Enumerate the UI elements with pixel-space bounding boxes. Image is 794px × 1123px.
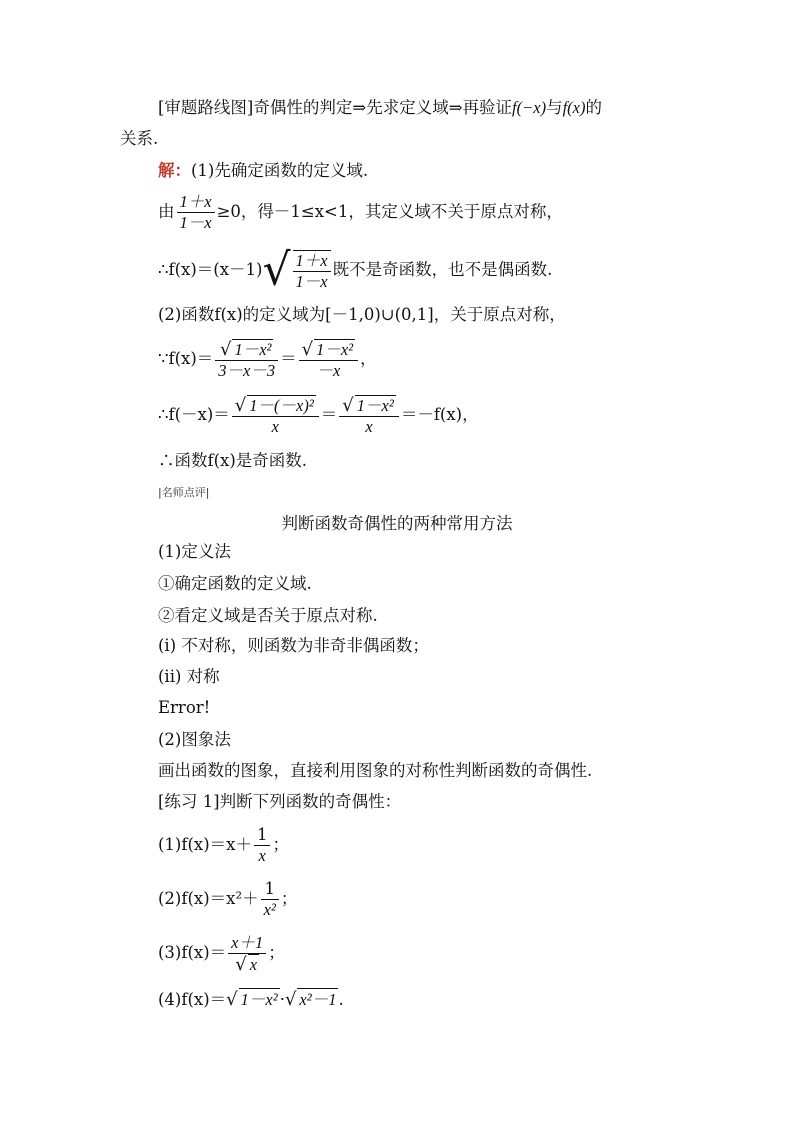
- sqrt-fraction: [293, 250, 331, 292]
- sqrt-icon: √: [219, 338, 232, 360]
- exercise-4-prefix: (4)f(x)＝: [158, 990, 227, 1009]
- fraction-denominator: x: [258, 846, 266, 865]
- fraction: [339, 395, 399, 437]
- fraction: [254, 825, 271, 866]
- solution-p3-prefix: ∴f(x)＝(x－1): [158, 260, 263, 279]
- fraction: [228, 933, 266, 975]
- solution-line-4: (2)函数f(x)的定义域为[－1,0)∪(0,1]，关于原点对称，: [158, 305, 566, 324]
- period: .: [338, 990, 344, 1009]
- fraction-numerator: [339, 395, 399, 417]
- fraction-numerator: 1＋x: [293, 251, 331, 272]
- fraction-numerator: 1: [254, 825, 271, 846]
- exercise-3-prefix: (3)f(x)＝: [158, 943, 227, 962]
- solution-p2-suffix: ≥0，得－1≤x<1，其定义域不关于原点对称，: [216, 202, 563, 221]
- sqrt-icon: √: [262, 244, 291, 296]
- method-line-8: 画出函数的图象，直接利用图象的对称性判断函数的奇偶性.: [158, 761, 593, 780]
- sqrt-icon: √: [235, 953, 247, 975]
- exercise-1-prefix: (1)f(x)＝x＋: [158, 835, 252, 854]
- sqrt-content: 1－x²: [240, 990, 278, 1009]
- semicolon: ；: [272, 835, 289, 854]
- section-heading: 判断函数奇偶性的两种常用方法: [281, 514, 513, 533]
- fraction: [215, 339, 278, 381]
- fraction-denominator: x: [271, 416, 279, 436]
- fraction-denominator: －x: [316, 360, 341, 380]
- solution-line-2: [158, 190, 563, 234]
- sqrt-content: 1－x²: [234, 339, 272, 359]
- fraction-denominator: 3－x－3: [218, 360, 276, 380]
- multiply-dot: ·: [279, 990, 285, 1009]
- sqrt-icon: √: [342, 394, 354, 416]
- solution-label: 解：: [158, 161, 191, 180]
- semicolon: ；: [268, 943, 285, 962]
- solution-p2-prefix: 由: [158, 202, 175, 221]
- intro-de: 的: [585, 98, 602, 117]
- exercise-item-4: [158, 988, 344, 1011]
- method-line-4: (i) 不对称，则函数为非奇非偶函数；: [158, 636, 429, 655]
- solution-line-1: [158, 160, 368, 182]
- comma: ，: [360, 349, 377, 368]
- fraction-numerator: [215, 339, 278, 361]
- intro-f-x: f(x): [562, 98, 586, 117]
- equals: ＝: [280, 349, 297, 368]
- fraction-numerator: 1: [261, 879, 279, 900]
- teacher-comment-tag: |名师点评|: [158, 486, 210, 499]
- method-line-3: ②看定义域是否关于原点对称.: [158, 606, 378, 625]
- sqrt-content: 1－x²: [316, 339, 354, 359]
- sqrt-icon: √: [301, 338, 314, 360]
- exercise-2-prefix: (2)f(x)＝x²＋: [158, 889, 259, 908]
- exercise-item-1: [158, 822, 289, 868]
- solution-line-3: [158, 246, 552, 294]
- fraction-numerator: [299, 339, 359, 361]
- intro-and: 与: [546, 98, 563, 117]
- method-line-6: Error!: [158, 698, 211, 717]
- sqrt-icon: √: [284, 989, 297, 1010]
- intro-tag: [审题路线图]: [158, 98, 254, 117]
- solution-line-6: [158, 392, 479, 438]
- solution-p1: (1)先确定函数的定义域.: [191, 161, 369, 180]
- sqrt-content: 1－(－x)²: [249, 395, 314, 415]
- method-line-5: (ii) 对称: [158, 667, 220, 686]
- solution-line-7: ∴函数f(x)是奇函数.: [158, 451, 308, 470]
- sqrt-content: x: [249, 954, 258, 974]
- fraction-numerator: x＋1: [228, 933, 266, 954]
- fraction-denominator: x²: [263, 900, 276, 919]
- exercise-title: [练习 1]判断下列函数的奇偶性：: [158, 792, 402, 811]
- fraction-denominator: [228, 954, 266, 975]
- solution-line-5: [158, 336, 377, 382]
- fraction-denominator: x: [365, 416, 373, 436]
- fraction-denominator: 1－x: [179, 213, 212, 232]
- solution-p6-prefix: ∴f(－x)＝: [158, 405, 230, 424]
- solution-p6-suffix: ＝－f(x)，: [400, 405, 479, 424]
- semicolon: ；: [280, 889, 298, 908]
- equals: ＝: [320, 405, 338, 424]
- solution-p5-prefix: ∵f(x)＝: [158, 349, 214, 368]
- method-line-1: (1)定义法: [158, 542, 231, 561]
- fraction: [177, 192, 215, 233]
- fraction: [261, 879, 279, 920]
- intro-text: 奇偶性的判定⇒先求定义域⇒再验证: [253, 98, 513, 117]
- fraction: [299, 339, 359, 381]
- intro-line-1: [158, 97, 602, 119]
- sqrt-icon: √: [226, 989, 238, 1010]
- fraction-numerator: [232, 395, 319, 417]
- intro-line-2: 关系.: [120, 129, 159, 148]
- method-line-2: ①确定函数的定义域.: [158, 574, 312, 593]
- exercise-item-3: [158, 930, 285, 976]
- sqrt-icon: √: [234, 394, 247, 416]
- exercise-item-2: [158, 876, 297, 922]
- sqrt-content: x²－1: [299, 990, 337, 1009]
- sqrt-content: 1－x²: [356, 395, 394, 415]
- fraction-numerator: 1＋x: [177, 192, 215, 213]
- fraction: [232, 395, 319, 437]
- method-line-7: (2)图象法: [158, 730, 231, 749]
- solution-p3-suffix: 既不是奇函数，也不是偶函数.: [332, 260, 553, 279]
- intro-f-neg-x: f(−x): [512, 98, 547, 117]
- fraction-denominator: 1－x: [295, 271, 328, 291]
